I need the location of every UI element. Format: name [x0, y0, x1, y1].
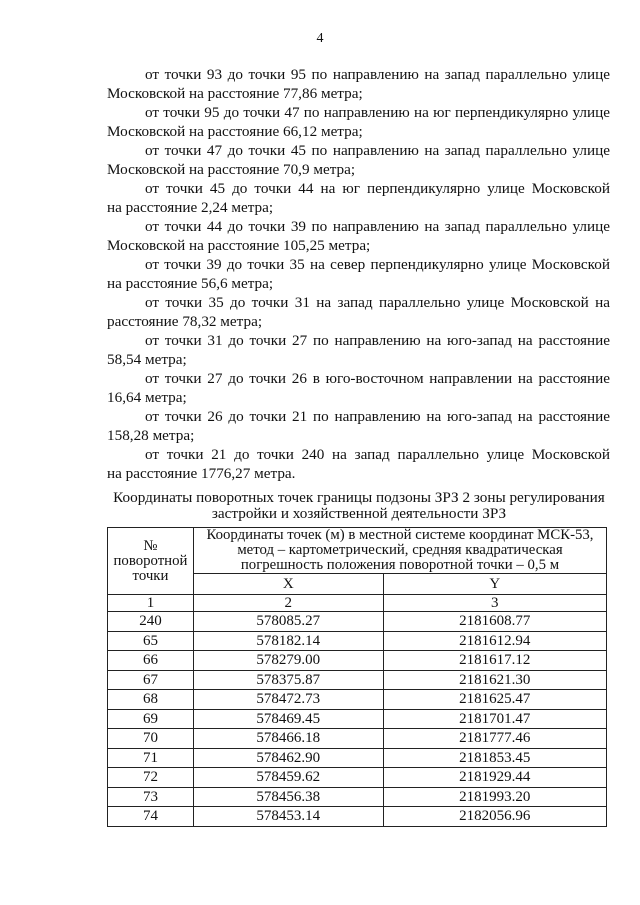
table-row: [108, 807, 607, 827]
y-coordinate-cell: 2181853.45: [383, 748, 606, 768]
paragraph-line: расстояние 78,32 метра;: [107, 313, 263, 330]
header-line: точки: [132, 567, 169, 584]
header-line: погрешность положения поворотной точки – 0,5 м: [240, 557, 560, 573]
paragraph-line: от точки 45 до точки 44 на юг перпендикулярно улице Московской: [145, 180, 610, 197]
paragraph-line: Московской на расстояние 70,9 метра;: [107, 161, 356, 178]
x-coordinate-cell: 578456.38: [193, 787, 383, 807]
table-row: [108, 768, 607, 788]
paragraph: [107, 445, 610, 483]
header-line: №: [143, 537, 158, 554]
header-line: Координаты точек (м) в местной системе координат МСК-53,: [206, 527, 594, 543]
paragraph: [107, 255, 610, 293]
coordinates-table: [107, 527, 607, 827]
x-coordinate-cell: 578459.62: [193, 768, 383, 788]
paragraph: [107, 331, 610, 369]
y-header: Y: [383, 574, 606, 595]
coordinates-header: [193, 528, 606, 574]
paragraph-line: от точки 93 до точки 95 по направлению на запад параллельно улице: [145, 66, 610, 83]
y-coordinate-cell: 2182056.96: [383, 807, 606, 827]
y-coordinate-cell: 2181612.94: [383, 631, 606, 651]
x-coordinate-cell: 578279.00: [193, 651, 383, 671]
y-coordinate-cell: 2181993.20: [383, 787, 606, 807]
x-coordinate-cell: 578462.90: [193, 748, 383, 768]
x-coordinate-cell: 578469.45: [193, 709, 383, 729]
y-coordinate-cell: 2181777.46: [383, 729, 606, 749]
point-number-cell: 70: [108, 729, 194, 749]
paragraph-line: на расстояние 56,6 метра;: [107, 275, 274, 292]
y-coordinate-cell: 2181701.47: [383, 709, 606, 729]
x-coordinate-cell: 578466.18: [193, 729, 383, 749]
y-coordinate-cell: 2181621.30: [383, 670, 606, 690]
table-row: [108, 748, 607, 768]
paragraph-line: 16,64 метра;: [107, 389, 187, 406]
paragraph-line: от точки 31 до точки 27 по направлению на юго-запад на расстояние: [145, 332, 610, 349]
paragraph: [107, 369, 610, 407]
paragraph-line: на расстояние 2,24 метра;: [107, 199, 274, 216]
table-row: [108, 612, 607, 632]
y-coordinate-cell: 2181929.44: [383, 768, 606, 788]
paragraph-line: 158,28 метра;: [107, 427, 195, 444]
table-row: [108, 690, 607, 710]
point-number-cell: 74: [108, 807, 194, 827]
x-coordinate-cell: 578182.14: [193, 631, 383, 651]
boundary-description: [107, 65, 610, 483]
column-number: 3: [383, 595, 606, 612]
table-row: [108, 787, 607, 807]
point-number-cell: 68: [108, 690, 194, 710]
paragraph-line: Московской на расстояние 66,12 метра;: [107, 123, 363, 140]
column-number: 1: [108, 595, 194, 612]
x-coordinate-cell: 578453.14: [193, 807, 383, 827]
caption-line: Координаты поворотных точек границы подзоны ЗРЗ 2 зоны регулирования: [113, 489, 605, 506]
point-number-cell: 72: [108, 768, 194, 788]
column-number: 2: [193, 595, 383, 612]
x-header: X: [193, 574, 383, 595]
point-number-cell: 65: [108, 631, 194, 651]
paragraph: [107, 141, 610, 179]
paragraph-line: от точки 27 до точки 26 в юго-восточном направлении на расстояние: [145, 370, 610, 387]
point-number-cell: 71: [108, 748, 194, 768]
table-row: [108, 709, 607, 729]
point-number-cell: 67: [108, 670, 194, 690]
paragraph-line: от точки 39 до точки 35 на север перпендикулярно улице Московской: [145, 256, 610, 273]
paragraph-line: от точки 21 до точки 240 на запад параллельно улице Московской: [145, 446, 610, 463]
paragraph-line: Московской на расстояние 105,25 метра;: [107, 237, 371, 254]
y-coordinate-cell: 2181617.12: [383, 651, 606, 671]
point-number-cell: 66: [108, 651, 194, 671]
table-row: [108, 670, 607, 690]
table-row: [108, 729, 607, 749]
page-number: 4: [316, 31, 324, 46]
table-row: [108, 631, 607, 651]
caption-line: застройки и хозяйственной деятельности ЗРЗ: [211, 505, 507, 522]
paragraph-line: от точки 26 до точки 21 по направлению на юго-запад на расстояние: [145, 408, 610, 425]
paragraph-line: от точки 95 до точки 47 по направлению на юг перпендикулярно улице: [145, 104, 610, 121]
point-number-cell: 69: [108, 709, 194, 729]
paragraph: [107, 217, 610, 255]
table-row: [108, 651, 607, 671]
x-coordinate-cell: 578085.27: [193, 612, 383, 632]
y-coordinate-cell: 2181625.47: [383, 690, 606, 710]
table-caption: [100, 490, 618, 522]
paragraph-line: Московской на расстояние 77,86 метра;: [107, 85, 363, 102]
paragraph: [107, 65, 610, 103]
paragraph: [107, 293, 610, 331]
paragraph: [107, 179, 610, 217]
point-number-cell: 73: [108, 787, 194, 807]
x-coordinate-cell: 578375.87: [193, 670, 383, 690]
paragraph-line: от точки 47 до точки 45 по направлению на запад параллельно улице: [145, 142, 610, 159]
x-coordinate-cell: 578472.73: [193, 690, 383, 710]
point-number-header: [108, 528, 194, 595]
paragraph-line: от точки 44 до точки 39 по направлению на запад параллельно улице: [145, 218, 610, 235]
paragraph-line: 58,54 метра;: [107, 351, 187, 368]
point-number-cell: 240: [108, 612, 194, 632]
y-coordinate-cell: 2181608.77: [383, 612, 606, 632]
paragraph: [107, 103, 610, 141]
header-line: метод – картометрический, средняя квадратическая: [237, 542, 563, 558]
paragraph-line: от точки 35 до точки 31 на запад параллельно улице Московской на: [145, 294, 610, 311]
paragraph: [107, 407, 610, 445]
paragraph-line: на расстояние 1776,27 метра.: [107, 465, 296, 482]
header-line: поворотной: [113, 552, 188, 569]
